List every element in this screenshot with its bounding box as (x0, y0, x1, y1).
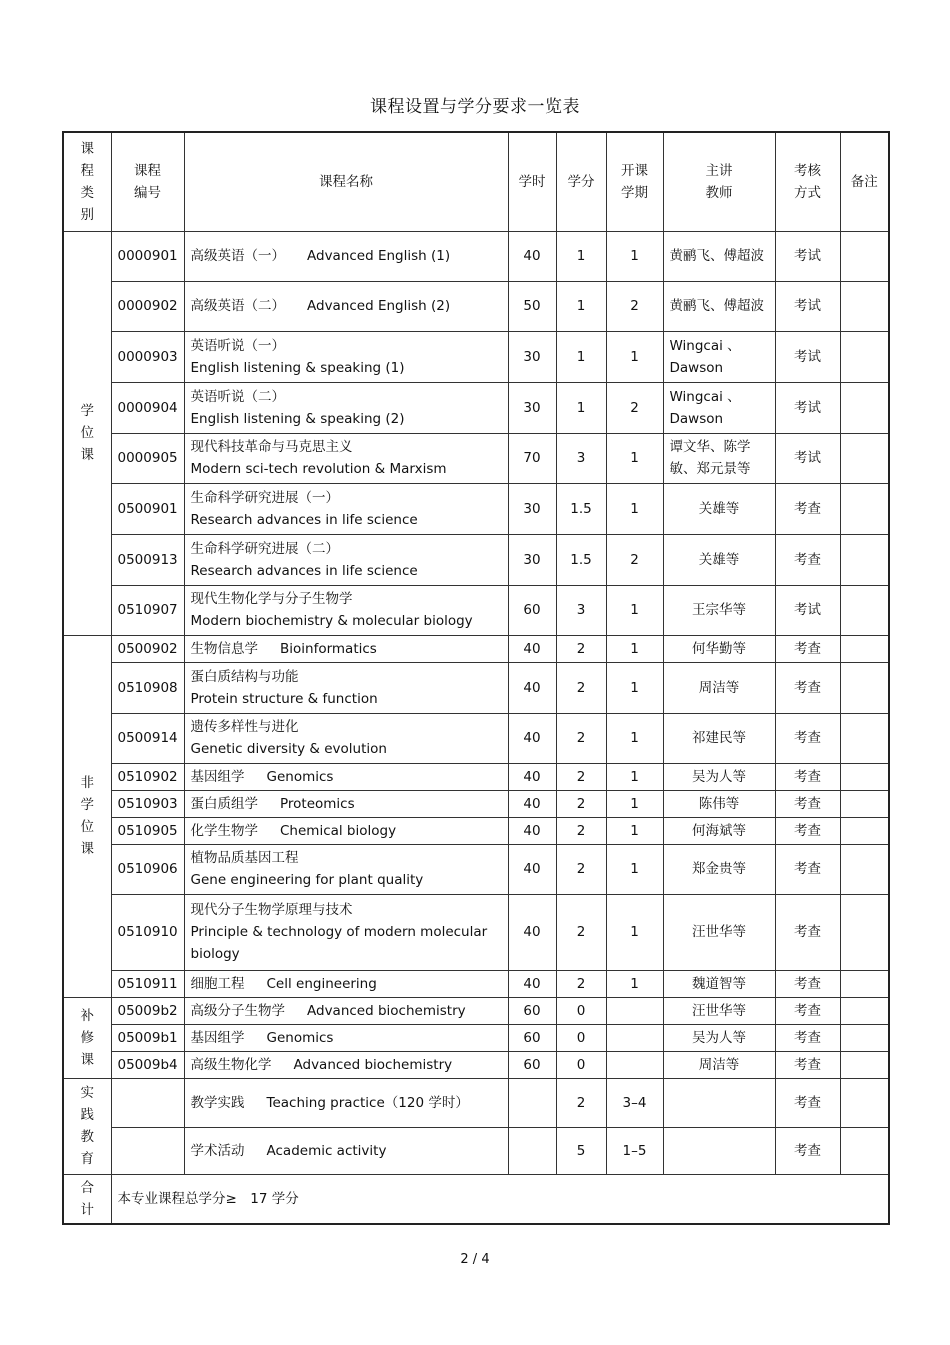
course-code: 0000902 (111, 281, 184, 331)
course-assessment: 考查 (775, 790, 840, 817)
header-assessment: 考核 方式 (775, 132, 840, 231)
course-hours: 40 (508, 970, 556, 997)
course-semester: 1 (606, 585, 663, 635)
course-assessment: 考查 (775, 997, 840, 1024)
course-name-cn: 学术活动 (190, 1142, 245, 1159)
course-name (184, 763, 508, 790)
course-remarks (840, 1051, 889, 1078)
table-row (63, 433, 889, 483)
course-credits: 5 (556, 1127, 606, 1174)
course-remarks (840, 1127, 889, 1174)
table-row (63, 1078, 889, 1127)
course-assessment: 考试 (775, 382, 840, 433)
course-credits: 2 (556, 1078, 606, 1127)
table-row (63, 281, 889, 331)
course-code (111, 1127, 184, 1174)
course-name-cn: 英语听说（二） (190, 388, 285, 405)
course-teacher: 黄鹂飞、傅超波 (663, 281, 775, 331)
course-hours: 60 (508, 997, 556, 1024)
course-code (111, 1078, 184, 1127)
course-hours: 30 (508, 331, 556, 382)
course-name (184, 894, 508, 970)
course-code: 05009b2 (111, 997, 184, 1024)
course-credits: 1 (556, 331, 606, 382)
course-semester: 1 (606, 635, 663, 662)
course-semester: 1 (606, 970, 663, 997)
course-assessment: 考查 (775, 763, 840, 790)
course-name-cn: 高级分子生物学 (190, 1002, 285, 1019)
course-name (184, 1024, 508, 1051)
category-cell (63, 1078, 111, 1174)
table-row (63, 635, 889, 662)
course-name (184, 1051, 508, 1078)
category-label: 实 践 教 育 (80, 1085, 94, 1167)
header-name: 课程名称 (184, 132, 508, 231)
course-name (184, 1078, 508, 1127)
course-teacher: 周洁等 (663, 662, 775, 713)
course-name (184, 844, 508, 894)
course-assessment: 考查 (775, 635, 840, 662)
course-credits: 1 (556, 382, 606, 433)
course-teacher: 吴为人等 (663, 763, 775, 790)
table-row (63, 231, 889, 281)
course-hours: 40 (508, 790, 556, 817)
page-number: 2 / 4 (460, 1252, 490, 1267)
table-row (63, 970, 889, 997)
total-label: 合 计 (80, 1179, 94, 1218)
header-teacher: 主讲 教师 (663, 132, 775, 231)
course-name-en: Advanced English (1) (307, 248, 451, 264)
course-hours: 40 (508, 662, 556, 713)
course-name (184, 1127, 508, 1174)
course-assessment: 考查 (775, 894, 840, 970)
category-label: 学 位 课 (80, 403, 94, 463)
course-name-en: Genomics (266, 768, 334, 785)
course-name (184, 970, 508, 997)
course-name-en: Bioinformatics (280, 640, 377, 657)
table-row (63, 483, 889, 534)
course-code: 0510911 (111, 970, 184, 997)
course-name-en: Research advances in life science (190, 511, 418, 528)
course-credits: 0 (556, 997, 606, 1024)
total-row (63, 1174, 889, 1224)
course-semester: 1 (606, 662, 663, 713)
course-hours: 40 (508, 635, 556, 662)
course-hours: 60 (508, 1051, 556, 1078)
course-name-en: English listening & speaking (1) (190, 359, 405, 376)
course-name-cn: 现代科技革命与马克思主义 (190, 439, 353, 455)
course-credits: 0 (556, 1051, 606, 1078)
course-name (184, 817, 508, 844)
course-assessment: 考试 (775, 331, 840, 382)
course-hours: 40 (508, 817, 556, 844)
category-cell (63, 231, 111, 635)
table-header-row (63, 132, 889, 231)
table-row (63, 997, 889, 1024)
course-name-en: Chemical biology (280, 822, 397, 839)
course-code: 0000903 (111, 331, 184, 382)
course-code: 0510902 (111, 763, 184, 790)
course-assessment: 考查 (775, 817, 840, 844)
table-row (63, 1024, 889, 1051)
category-label: 补 修 课 (80, 1007, 94, 1068)
category-label: 非 学 位 课 (80, 775, 94, 857)
course-teacher: 吴为人等 (663, 1024, 775, 1051)
course-semester: 1 (606, 763, 663, 790)
course-name-en: Genetic diversity & evolution (190, 741, 387, 757)
course-teacher: 王宗华等 (663, 585, 775, 635)
course-hours: 40 (508, 231, 556, 281)
course-name-cn: 蛋白质结构与功能 (190, 668, 299, 685)
table-row (63, 585, 889, 635)
course-code: 05009b1 (111, 1024, 184, 1051)
course-remarks (840, 997, 889, 1024)
course-credits: 2 (556, 844, 606, 894)
course-hours: 40 (508, 713, 556, 763)
course-teacher (663, 1078, 775, 1127)
total-label-cell (63, 1174, 111, 1224)
course-name-en: Protein structure & function (190, 690, 378, 707)
course-semester: 3–4 (606, 1078, 663, 1127)
course-code: 0510903 (111, 790, 184, 817)
course-hours: 30 (508, 534, 556, 585)
course-assessment: 考查 (775, 534, 840, 585)
course-name-en: Modern sci-tech revolution & Marxism (190, 461, 447, 477)
course-assessment: 考查 (775, 970, 840, 997)
course-name (184, 713, 508, 763)
course-name (184, 534, 508, 585)
course-hours (508, 1127, 556, 1174)
page-title: 课程设置与学分要求一览表 (370, 97, 580, 117)
course-code: 0510905 (111, 817, 184, 844)
course-remarks (840, 483, 889, 534)
course-credits: 0 (556, 1024, 606, 1051)
course-name-cn: 英语听说（一） (190, 337, 285, 354)
course-semester: 2 (606, 281, 663, 331)
table-row (63, 763, 889, 790)
total-text: 本专业课程总学分≥ 17 学分 (111, 1174, 889, 1224)
course-teacher: 祁建民等 (663, 713, 775, 763)
course-name (184, 331, 508, 382)
course-name-en: Advanced biochemistry (307, 1002, 466, 1019)
course-hours: 60 (508, 1024, 556, 1051)
course-teacher: 郑金贵等 (663, 844, 775, 894)
course-semester: 1 (606, 817, 663, 844)
table-row (63, 331, 889, 382)
course-table (62, 131, 890, 1225)
course-code: 0500913 (111, 534, 184, 585)
course-name-cn: 生命科学研究进展（二） (190, 540, 339, 557)
course-remarks (840, 763, 889, 790)
course-credits: 1 (556, 231, 606, 281)
course-remarks (840, 662, 889, 713)
course-name (184, 483, 508, 534)
course-teacher: 何海斌等 (663, 817, 775, 844)
course-name-en: English listening & speaking (2) (190, 410, 405, 427)
course-name (184, 635, 508, 662)
course-name-en: Modern biochemistry & molecular biology (190, 613, 473, 629)
course-semester: 1 (606, 844, 663, 894)
header-remarks: 备注 (840, 132, 889, 231)
header-category: 课 程 类 别 (63, 132, 111, 231)
course-semester: 1 (606, 331, 663, 382)
course-hours: 40 (508, 763, 556, 790)
course-assessment: 考查 (775, 1078, 840, 1127)
course-name (184, 585, 508, 635)
course-teacher: 周洁等 (663, 1051, 775, 1078)
course-name-en: Proteomics (280, 795, 355, 812)
course-assessment: 考查 (775, 844, 840, 894)
course-assessment: 考查 (775, 1024, 840, 1051)
course-hours: 40 (508, 894, 556, 970)
course-assessment: 考查 (775, 713, 840, 763)
course-hours: 50 (508, 281, 556, 331)
course-remarks (840, 281, 889, 331)
course-assessment: 考查 (775, 1051, 840, 1078)
course-credits: 2 (556, 894, 606, 970)
course-name-cn: 高级生物化学 (190, 1056, 272, 1073)
course-semester: 1–5 (606, 1127, 663, 1174)
course-code: 0000905 (111, 433, 184, 483)
course-remarks (840, 1078, 889, 1127)
course-semester: 1 (606, 713, 663, 763)
course-remarks (840, 894, 889, 970)
course-semester (606, 1024, 663, 1051)
table-row (63, 1051, 889, 1078)
course-assessment: 考试 (775, 585, 840, 635)
course-code: 05009b4 (111, 1051, 184, 1078)
course-credits: 2 (556, 713, 606, 763)
course-credits: 3 (556, 585, 606, 635)
course-teacher: Wingcai 、Dawson (663, 331, 775, 382)
course-remarks (840, 970, 889, 997)
course-credits: 2 (556, 970, 606, 997)
course-remarks (840, 790, 889, 817)
course-teacher: 何华勤等 (663, 635, 775, 662)
course-teacher: 黄鹂飞、傅超波 (663, 231, 775, 281)
course-credits: 2 (556, 635, 606, 662)
course-name-cn: 基因组学 (190, 1029, 245, 1046)
course-semester: 1 (606, 790, 663, 817)
course-credits: 2 (556, 763, 606, 790)
course-name-cn: 蛋白质组学 (190, 795, 258, 812)
course-teacher (663, 1127, 775, 1174)
course-remarks (840, 713, 889, 763)
course-name-cn: 高级英语（一） (190, 248, 285, 264)
course-credits: 3 (556, 433, 606, 483)
header-credits: 学分 (556, 132, 606, 231)
course-semester: 1 (606, 231, 663, 281)
table-row (63, 534, 889, 585)
course-credits: 1.5 (556, 483, 606, 534)
course-assessment: 考查 (775, 662, 840, 713)
course-code: 0500901 (111, 483, 184, 534)
course-name-en: Research advances in life science (190, 562, 418, 579)
course-teacher: 关雄等 (663, 483, 775, 534)
course-teacher: 谭文华、陈学敏、郑元景等 (663, 433, 775, 483)
course-name-cn: 基因组学 (190, 768, 245, 785)
course-remarks (840, 1024, 889, 1051)
course-name (184, 997, 508, 1024)
course-name-en: Cell engineering (266, 975, 377, 992)
table-row (63, 1127, 889, 1174)
course-name-cn: 生命科学研究进展（一） (190, 489, 339, 506)
course-semester: 1 (606, 894, 663, 970)
course-name-en: Advanced English (2) (307, 298, 451, 314)
table-row (63, 817, 889, 844)
category-cell (63, 635, 111, 997)
header-code: 课程 编号 (111, 132, 184, 231)
course-hours: 40 (508, 844, 556, 894)
course-teacher: 汪世华等 (663, 997, 775, 1024)
course-name-cn: 现代分子生物学原理与技术 (190, 902, 353, 918)
course-code: 0500914 (111, 713, 184, 763)
course-assessment: 考试 (775, 433, 840, 483)
course-remarks (840, 635, 889, 662)
course-remarks (840, 585, 889, 635)
course-credits: 2 (556, 790, 606, 817)
course-name-cn: 高级英语（二） (190, 298, 285, 314)
course-remarks (840, 534, 889, 585)
course-name (184, 231, 508, 281)
course-semester (606, 997, 663, 1024)
course-code: 0510906 (111, 844, 184, 894)
course-credits: 2 (556, 662, 606, 713)
course-name-en: Advanced biochemistry (293, 1056, 453, 1073)
course-hours: 70 (508, 433, 556, 483)
course-credits: 1 (556, 281, 606, 331)
course-name-cn: 化学生物学 (190, 822, 258, 839)
course-remarks (840, 231, 889, 281)
course-code: 0510910 (111, 894, 184, 970)
course-name-cn: 植物品质基因工程 (190, 850, 299, 866)
course-hours (508, 1078, 556, 1127)
table-row (63, 382, 889, 433)
course-assessment: 考试 (775, 231, 840, 281)
course-name (184, 433, 508, 483)
course-name (184, 790, 508, 817)
course-name (184, 281, 508, 331)
course-remarks (840, 817, 889, 844)
course-code: 0510907 (111, 585, 184, 635)
header-semester: 开课 学期 (606, 132, 663, 231)
course-code: 0000901 (111, 231, 184, 281)
course-credits: 2 (556, 817, 606, 844)
course-assessment: 考查 (775, 483, 840, 534)
course-semester: 2 (606, 382, 663, 433)
course-remarks (840, 844, 889, 894)
table-row (63, 894, 889, 970)
table-row (63, 713, 889, 763)
course-name-en: Gene engineering for plant quality (190, 872, 424, 888)
course-name-cn: 教学实践 (190, 1094, 245, 1111)
course-name-cn: 现代生物化学与分子生物学 (190, 591, 353, 607)
course-code: 0000904 (111, 382, 184, 433)
course-assessment: 考试 (775, 281, 840, 331)
table-row (63, 790, 889, 817)
course-name-cn: 细胞工程 (190, 975, 245, 992)
table-row (63, 844, 889, 894)
course-name-cn: 生物信息学 (190, 640, 258, 657)
course-remarks (840, 331, 889, 382)
course-semester: 2 (606, 534, 663, 585)
course-teacher: 魏道智等 (663, 970, 775, 997)
category-cell (63, 997, 111, 1078)
table-row (63, 662, 889, 713)
course-name (184, 662, 508, 713)
course-semester (606, 1051, 663, 1078)
course-teacher: 汪世华等 (663, 894, 775, 970)
course-teacher: 关雄等 (663, 534, 775, 585)
course-credits: 1.5 (556, 534, 606, 585)
course-remarks (840, 382, 889, 433)
course-semester: 1 (606, 483, 663, 534)
course-code: 0510908 (111, 662, 184, 713)
course-name-en: Genomics (266, 1029, 334, 1046)
course-code: 0500902 (111, 635, 184, 662)
course-teacher: 陈伟等 (663, 790, 775, 817)
course-remarks (840, 433, 889, 483)
course-name-en: Academic activity (266, 1142, 387, 1159)
course-name-en: Principle & technology of modern molecular biology (190, 924, 488, 962)
course-teacher: Wingcai 、Dawson (663, 382, 775, 433)
course-hours: 30 (508, 483, 556, 534)
header-hours: 学时 (508, 132, 556, 231)
course-name (184, 382, 508, 433)
course-semester: 1 (606, 433, 663, 483)
course-name-en: Teaching practice（120 学时） (266, 1094, 469, 1111)
course-hours: 30 (508, 382, 556, 433)
course-assessment: 考查 (775, 1127, 840, 1174)
course-name-cn: 遗传多样性与进化 (190, 719, 299, 735)
course-hours: 60 (508, 585, 556, 635)
